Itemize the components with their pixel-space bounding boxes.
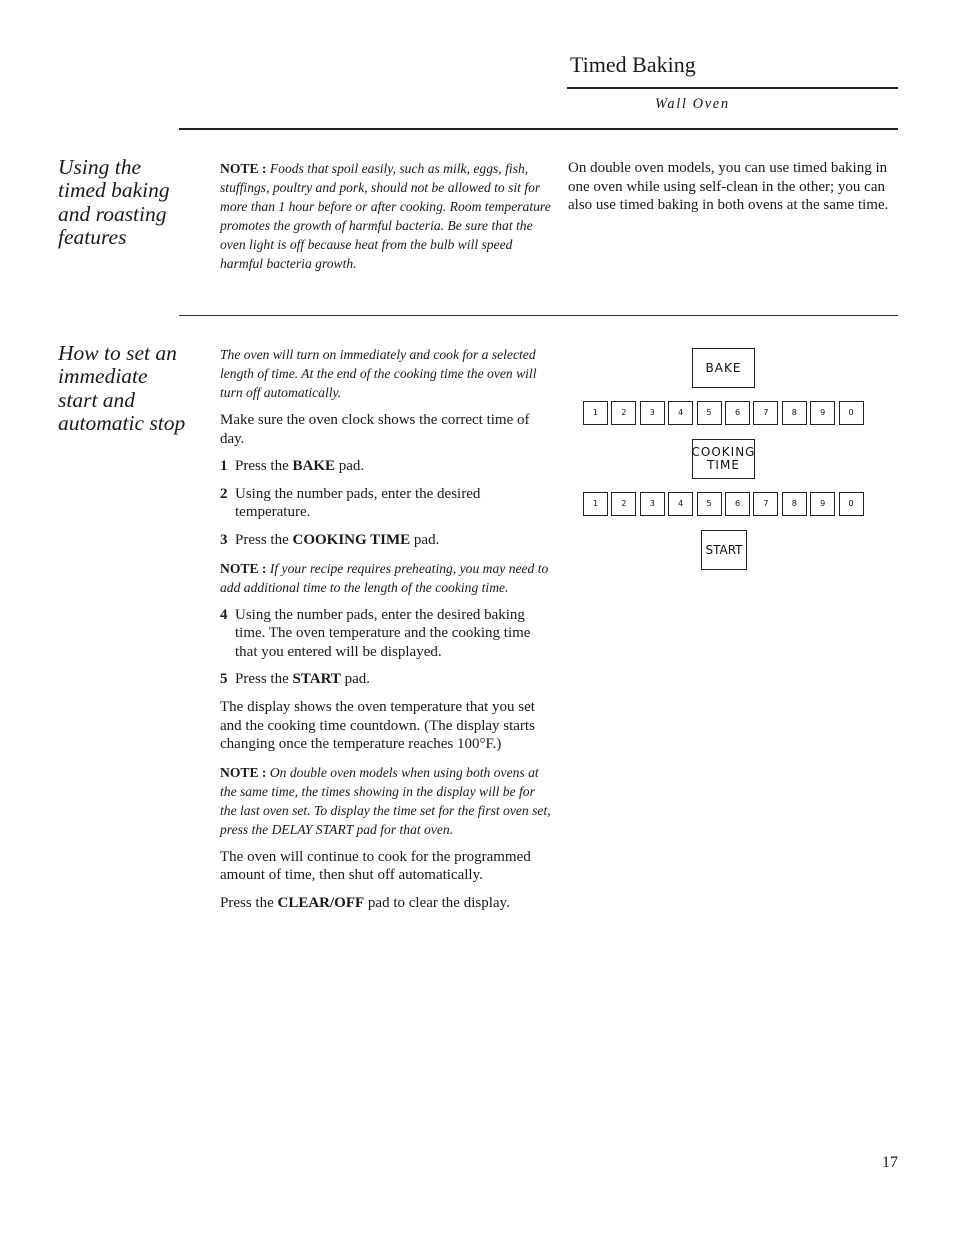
step-text: Using the number pads, enter the desired baking time. The oven temperature and the cooking time that you entered will be displayed. xyxy=(235,606,531,660)
step-text-end: pad. xyxy=(340,671,371,688)
display-text: The display shows the oven temperature that you set and the cooking time countdown. (The display starts changing once the temperature reaches 100°F.) xyxy=(220,698,535,753)
clear-text xyxy=(220,894,552,913)
number-pad-0[interactable]: 0 xyxy=(839,401,864,425)
note-text: If your recipe requires preheating, you may need to add additional time to the length of the cooking time. xyxy=(220,560,549,595)
number-pad-3[interactable]: 3 xyxy=(640,492,665,516)
number-pad-7[interactable]: 7 xyxy=(753,492,778,516)
note-text: On double oven models when using both ovens at the same time, the times showing in the display will be for the last oven set. To display the time set for the first oven set, press the DELAY START pad for that oven. xyxy=(220,764,551,837)
instructions-column xyxy=(220,345,552,922)
step-number: 1 xyxy=(220,458,228,475)
bake-pad[interactable] xyxy=(692,348,755,388)
number-pad-5[interactable]: 5 xyxy=(697,492,722,516)
clear-text-end: pad to clear the display. xyxy=(364,894,510,911)
step-text: Press the xyxy=(235,531,293,548)
step-bold: BAKE xyxy=(292,458,336,475)
step-2 xyxy=(220,485,552,522)
step-bold: COOKING TIME xyxy=(292,531,411,548)
number-pad-4[interactable]: 4 xyxy=(668,492,693,516)
number-pad-1[interactable]: 1 xyxy=(583,492,608,516)
clear-off-bold: CLEAR/OFF xyxy=(277,894,365,911)
preheat-note xyxy=(220,559,552,597)
start-pad[interactable] xyxy=(701,530,747,570)
number-pad-4[interactable]: 4 xyxy=(668,401,693,425)
number-pad-3[interactable]: 3 xyxy=(640,401,665,425)
intro-text: The oven will turn on immediately and cook for a selected length of time. At the end of the cooking time the oven will turn off automatically. xyxy=(220,347,537,400)
start-pad-label: START xyxy=(705,542,743,557)
step-number: 4 xyxy=(220,606,228,623)
note-text: Foods that spoil easily, such as milk, eggs, fish, stuffings, poultry and pork, should not be allowed to sit for more than 1 hour before or after cooking. Room temperature promotes the growth of harmful bacteria. Be sure that the oven light is off because heat from the bulb will speed harmful bacteria growth. xyxy=(220,161,551,271)
number-pad-9[interactable]: 9 xyxy=(810,401,835,425)
clock-text: Make sure the oven clock shows the correct time of day. xyxy=(220,412,530,447)
step-text: Press the xyxy=(235,671,293,688)
number-pad-8[interactable]: 8 xyxy=(782,401,807,425)
page-header-title: Timed Baking xyxy=(570,52,696,77)
step-text-end: pad. xyxy=(410,531,440,548)
step-text: Press the xyxy=(235,458,293,475)
note-label: NOTE : xyxy=(220,764,267,780)
step-3 xyxy=(220,531,552,550)
step-number: 2 xyxy=(220,485,228,502)
section-heading-immediate-start: How to set an immediate start and automatic stop xyxy=(58,341,186,435)
clear-text-start: Press the xyxy=(220,894,278,911)
number-pad-9[interactable]: 9 xyxy=(810,492,835,516)
cooking-time-pad-label-line-1: COOKING xyxy=(691,445,756,459)
number-pad-8[interactable]: 8 xyxy=(782,492,807,516)
header-rule xyxy=(567,87,898,89)
double-oven-text: On double oven models, you can use timed baking in one oven while using self-clean in the other; you can also use timed baking in both ovens at the same time. xyxy=(568,160,889,214)
continue-text: The oven will continue to cook for the programmed amount of time, then shut off automatically. xyxy=(220,848,531,884)
step-4 xyxy=(220,606,552,662)
step-bold: START xyxy=(292,671,341,688)
section-divider-top xyxy=(179,128,898,130)
page-number: 17 xyxy=(882,1154,898,1171)
cooking-time-pad-label-line-2: TIME xyxy=(707,458,740,472)
step-text-end: pad. xyxy=(335,458,365,475)
step-number: 3 xyxy=(220,531,228,548)
spoil-note xyxy=(220,159,552,273)
step-text: Using the number pads, enter the desired temperature. xyxy=(235,485,481,521)
number-pad-2[interactable]: 2 xyxy=(611,401,636,425)
step-number: 5 xyxy=(220,671,228,688)
note-label: NOTE : xyxy=(220,560,267,576)
number-pad-2[interactable]: 2 xyxy=(611,492,636,516)
number-pad-1[interactable]: 1 xyxy=(583,401,608,425)
number-pad-7[interactable]: 7 xyxy=(753,401,778,425)
section-divider-middle xyxy=(179,315,898,316)
number-pad-5[interactable]: 5 xyxy=(697,401,722,425)
section1-note-column xyxy=(220,159,552,282)
double-oven-note xyxy=(220,763,552,839)
section-heading-timed-baking: Using the timed baking and roasting features xyxy=(58,155,170,249)
double-oven-text-column xyxy=(568,159,898,215)
number-pad-0[interactable]: 0 xyxy=(839,492,864,516)
bake-pad-label: BAKE xyxy=(705,360,742,375)
note-label: NOTE : xyxy=(220,161,267,176)
step-1 xyxy=(220,457,552,476)
step-5 xyxy=(220,670,552,689)
cooking-time-pad[interactable] xyxy=(692,439,755,479)
number-pad-6[interactable]: 6 xyxy=(725,401,750,425)
number-pad-6[interactable]: 6 xyxy=(725,492,750,516)
page-header-subtitle: Wall Oven xyxy=(655,96,730,112)
